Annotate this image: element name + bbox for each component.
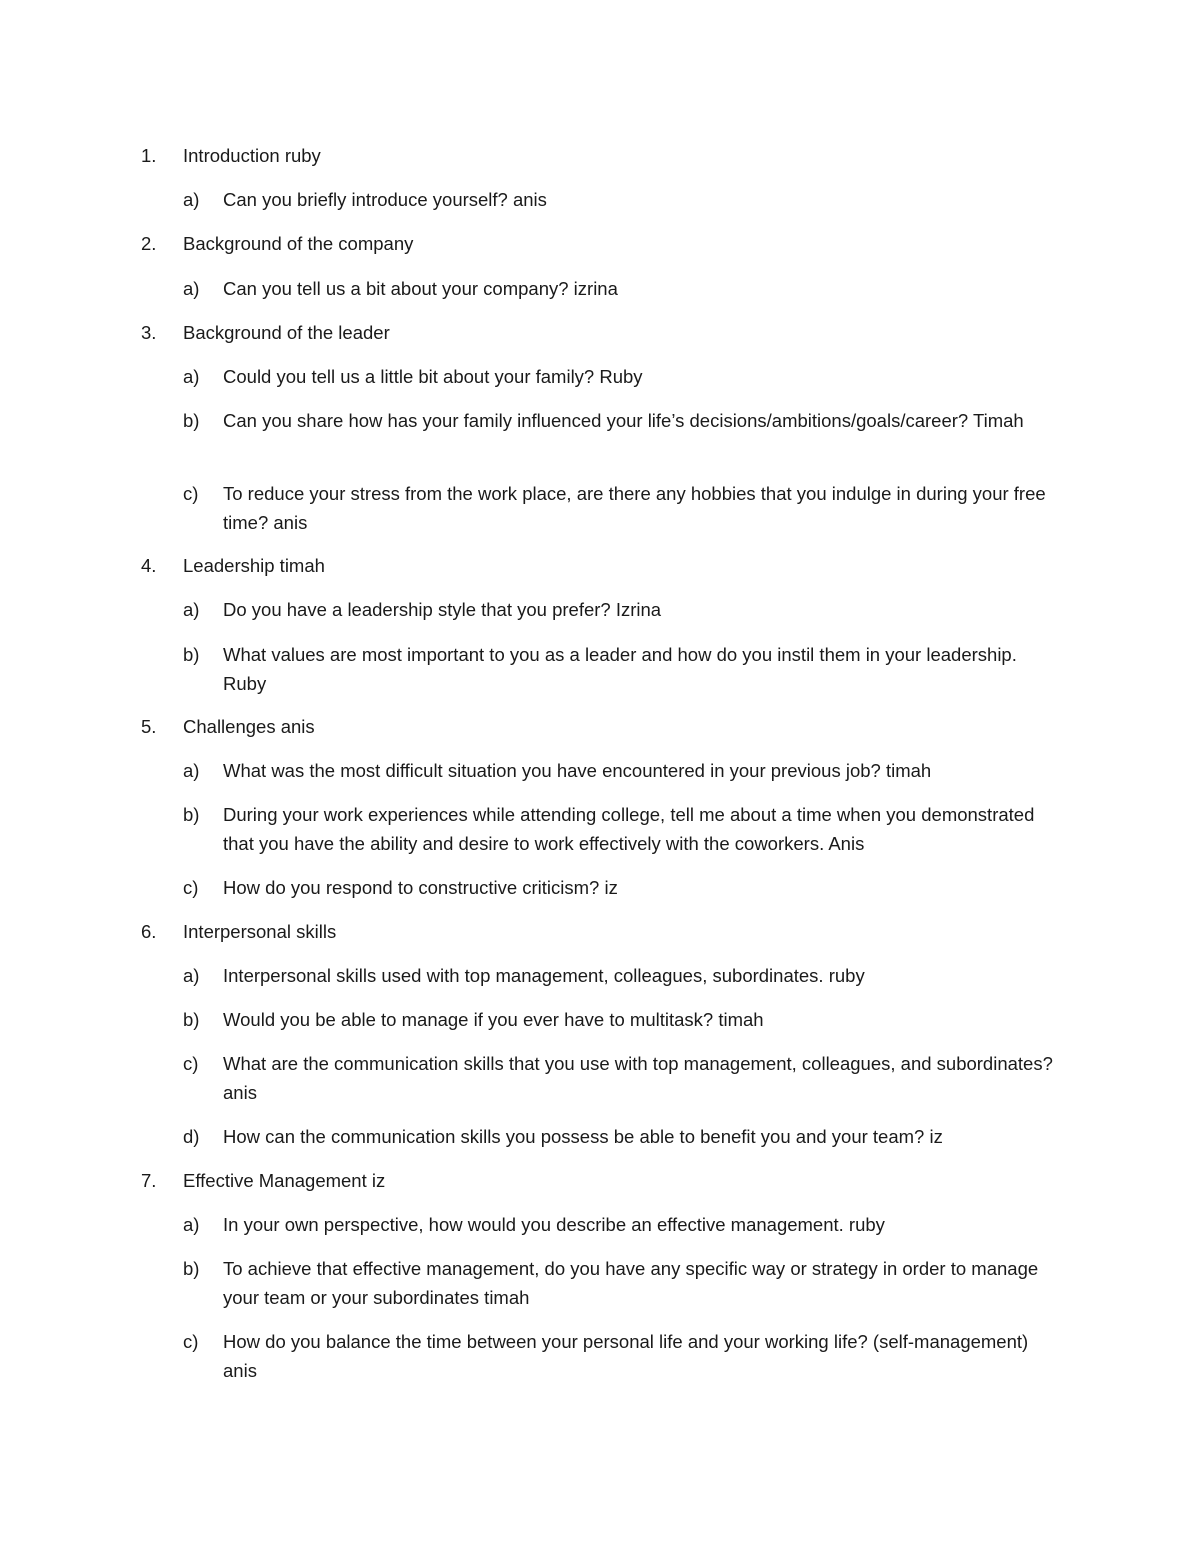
item-text: What was the most difficult situation you have encountered in your previous job? timah	[223, 760, 932, 781]
item-text: Can you tell us a bit about your company? izrina	[223, 278, 618, 299]
item-text: What are the communication skills that you use with top management, colleagues, and subordinates? anis	[223, 1053, 1053, 1103]
item-text: How can the communication skills you possess be able to benefit you and your team? iz	[223, 1126, 943, 1147]
section-number: 2.	[141, 233, 157, 254]
item-letter: c)	[183, 1331, 199, 1352]
item-text: What values are most important to you as a leader and how do you instil them in your leadership. Ruby	[223, 644, 1017, 694]
item-letter: a)	[183, 189, 200, 210]
item-letter: d)	[183, 1126, 200, 1147]
item-text: Would you be able to manage if you ever have to multitask? timah	[223, 1009, 764, 1030]
item-letter: a)	[183, 366, 200, 387]
item-text: How do you respond to constructive criticism? iz	[223, 877, 618, 898]
section-number: 1.	[141, 145, 157, 166]
item-text: Could you tell us a little bit about your family? Ruby	[223, 366, 643, 387]
section-number: 5.	[141, 716, 157, 737]
item-text: Interpersonal skills used with top management, colleagues, subordinates. ruby	[223, 965, 865, 986]
section-title: Introduction ruby	[183, 145, 321, 166]
section-title: Challenges anis	[183, 716, 315, 737]
item-text: To achieve that effective management, do you have any specific way or strategy in order to manage your team or your subordinates timah	[223, 1258, 1039, 1308]
item-letter: a)	[183, 1214, 200, 1235]
section-title: Leadership timah	[183, 555, 325, 576]
item-text: In your own perspective, how would you describe an effective management. ruby	[223, 1214, 885, 1235]
item-text: Can you share how has your family influenced your life’s decisions/ambitions/goals/career? Timah	[223, 410, 1024, 431]
item-letter: b)	[183, 410, 200, 431]
item-text: Can you briefly introduce yourself? anis	[223, 189, 547, 210]
section-number: 7.	[141, 1170, 157, 1191]
item-text: To reduce your stress from the work place, are there any hobbies that you indulge in during your free time? anis	[223, 483, 1046, 533]
section-title: Interpersonal skills	[183, 921, 337, 942]
section-number: 3.	[141, 322, 157, 343]
item-letter: b)	[183, 804, 200, 825]
item-letter: b)	[183, 644, 200, 665]
item-letter: c)	[183, 483, 199, 504]
item-letter: a)	[183, 599, 200, 620]
item-letter: c)	[183, 877, 199, 898]
item-text: How do you balance the time between your personal life and your working life? (self-management) anis	[223, 1331, 1029, 1381]
item-letter: a)	[183, 965, 200, 986]
section-number: 6.	[141, 921, 157, 942]
item-letter: a)	[183, 760, 200, 781]
item-letter: b)	[183, 1009, 200, 1030]
item-letter: a)	[183, 278, 200, 299]
item-text: Do you have a leadership style that you prefer? Izrina	[223, 599, 662, 620]
section-number: 4.	[141, 555, 157, 576]
section-title: Background of the company	[183, 233, 414, 254]
item-text: During your work experiences while attending college, tell me about a time when you demonstrated that you have the ability and desire to work effectively with the coworkers. Anis	[223, 804, 1035, 854]
item-letter: c)	[183, 1053, 199, 1074]
item-letter: b)	[183, 1258, 200, 1279]
section-title: Effective Management iz	[183, 1170, 386, 1191]
section-title: Background of the leader	[183, 322, 390, 343]
